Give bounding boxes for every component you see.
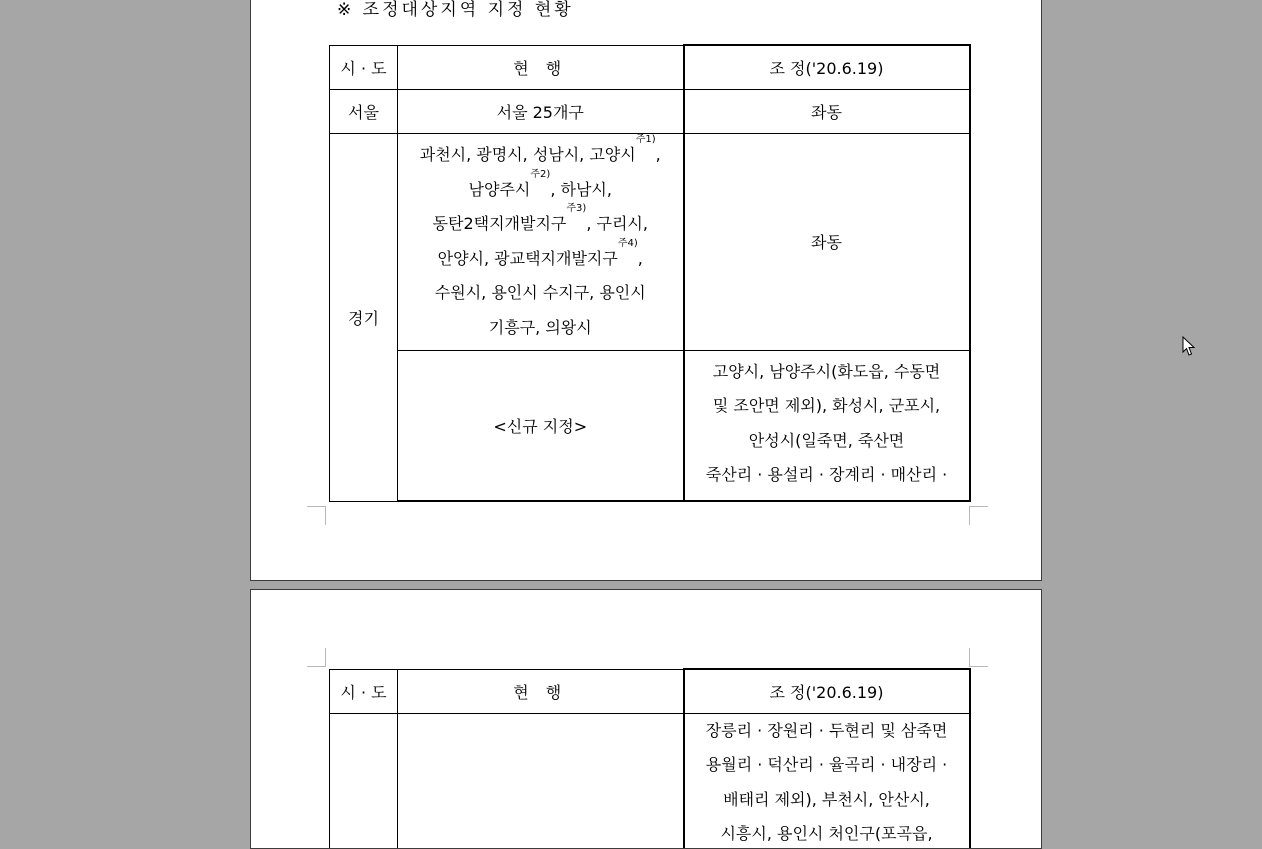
current-line: 안양시, 광교택지개발지구$^{주4)}$,: [437, 237, 643, 268]
cell-new-designation-label: <신규 지정>: [398, 350, 684, 501]
cell-seoul-adjusted: 좌동: [684, 89, 970, 133]
current-line: 동탄2택지개발지구$^{주3)}$, 구리시,: [432, 203, 648, 233]
crop-mark-bottom-right: [969, 506, 988, 525]
current-line: 과천시, 광명시, 성남시, 고양시$^{주1)}$,: [419, 134, 661, 164]
footnote-marker: 주1): [635, 134, 656, 145]
new-line: 안성시(일죽면, 죽산면: [748, 430, 905, 450]
crop-mark-bottom-left: [307, 506, 326, 525]
crop-mark-top-left: [307, 648, 326, 667]
new-line: 죽산리 · 용설리 · 장계리 · 매산리 ·: [705, 465, 948, 484]
cell-continued-sido: [330, 713, 398, 849]
cell-continued-current: [398, 713, 684, 849]
footnote-marker: 주2): [530, 168, 551, 180]
table-row-seoul: [330, 89, 970, 133]
cell-gyeonggi-adjusted: 좌동: [684, 133, 970, 350]
continued-line: 배태리 제외), 부천시, 안산시,: [723, 789, 930, 809]
current-line: 수원시, 용인시 수지구, 용인시: [434, 283, 646, 302]
cell-gyeonggi-sido: 경기: [330, 133, 398, 501]
footnote-marker: 주3): [566, 203, 587, 214]
header-current: 현 행: [398, 45, 684, 89]
section-heading: ※ 조정대상지역 지정 현황: [337, 0, 574, 20]
cell-continued-adjusted: [684, 713, 970, 849]
table-row-continued: [330, 713, 970, 849]
new-line: 고양시, 남양주시(화도읍, 수동면: [712, 361, 941, 381]
document-page-1: [250, 0, 1042, 581]
header-adjusted: 조 정('20.6.19): [684, 669, 970, 713]
crop-mark-top-right: [969, 648, 988, 667]
cell-new-designation-list: [684, 350, 970, 501]
table-row-gyeonggi: [330, 133, 970, 350]
header-sido: 시 · 도: [330, 45, 398, 89]
current-line: 기흥구, 의왕시: [488, 317, 592, 337]
cell-seoul-sido: 서울: [330, 89, 398, 133]
continued-line: 시흥시, 용인시 처인구(포곡읍,: [720, 824, 933, 843]
document-page-2: [250, 589, 1042, 849]
continued-line: 장릉리 · 장원리 · 두현리 및 삼죽면: [705, 720, 948, 740]
cell-seoul-current: 서울 25개구: [398, 89, 684, 133]
table-header-row: [330, 669, 970, 713]
new-line: 및 조안면 제외), 화성시, 군포시,: [712, 396, 941, 415]
table-row-gyeonggi-new: [330, 350, 970, 501]
continued-line: 용월리 · 덕산리 · 율곡리 · 내장리 ·: [705, 755, 948, 774]
mouse-pointer-icon: [1182, 336, 1196, 358]
header-adjusted: 조 정('20.6.19): [684, 45, 970, 89]
designation-table: [329, 44, 971, 502]
table-header-row: [330, 45, 970, 89]
designation-table-continued: [329, 668, 971, 849]
footnote-marker: 주4): [617, 237, 638, 249]
header-sido: 시 · 도: [330, 669, 398, 713]
cell-gyeonggi-current: [398, 133, 684, 350]
current-line: 남양주시$^{주2)}$, 하남시,: [468, 168, 612, 199]
header-current: 현 행: [398, 669, 684, 713]
